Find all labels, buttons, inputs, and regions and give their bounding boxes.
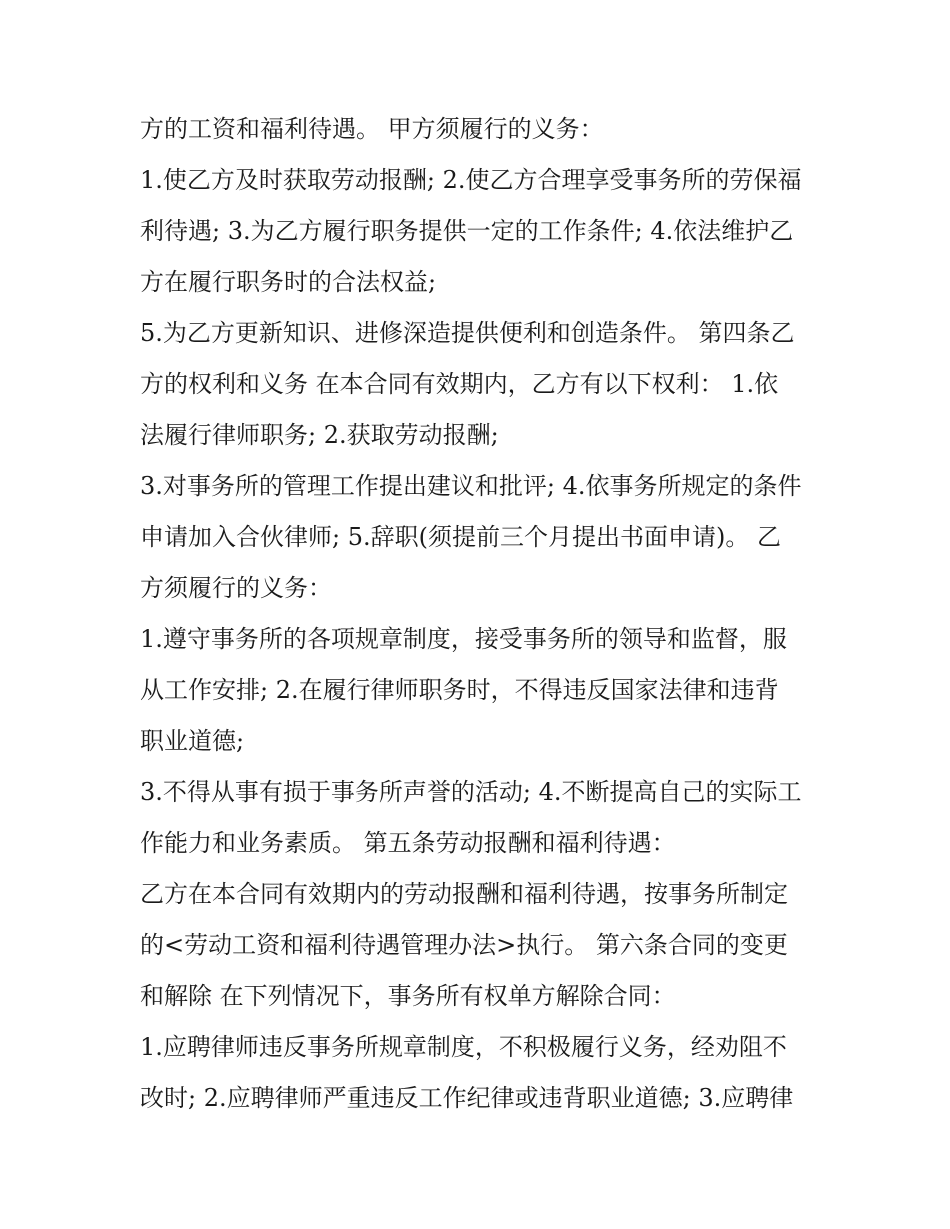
- text-line: 方在履行职务时的合法权益;: [140, 268, 437, 296]
- text-line: 改时; 2.应聘律师严重违反工作纪律或违背职业道德; 3.应聘律: [140, 1084, 794, 1112]
- text-line: 1.应聘律师违反事务所规章制度，不积极履行义务，经劝阻不: [140, 1033, 787, 1061]
- text-line: 1.遵守事务所的各项规章制度，接受事务所的领导和监督，服: [140, 625, 787, 653]
- text-line: 方的权利和义务 在本合同有效期内，乙方有以下权利： 1.依: [140, 370, 779, 398]
- text-line: 职业道德;: [140, 727, 245, 755]
- text-line: 的<劳动工资和福利待遇管理办法>执行。 第六条合同的变更: [140, 931, 788, 959]
- text-line: 5.为乙方更新知识、进修深造提供便利和创造条件。 第四条乙: [140, 319, 795, 347]
- text-line: 法履行律师职务; 2.获取劳动报酬;: [140, 421, 499, 449]
- text-line: 3.不得从事有损于事务所声誉的活动; 4.不断提高自己的实际工: [140, 778, 802, 806]
- text-line: 方须履行的义务：: [140, 574, 332, 602]
- text-line: 1.使乙方及时获取劳动报酬; 2.使乙方合理享受事务所的劳保福: [140, 166, 802, 194]
- text-line: 方的工资和福利待遇。 甲方须履行的义务：: [140, 115, 604, 143]
- text-line: 3.对事务所的管理工作提出建议和批评; 4.依事务所规定的条件: [140, 472, 802, 500]
- text-line: 乙方在本合同有效期内的劳动报酬和福利待遇，按事务所制定: [140, 880, 788, 908]
- document-body: [140, 104, 820, 1124]
- text-line: 和解除 在下列情况下，事务所有权单方解除合同：: [140, 982, 676, 1010]
- text-line: 从工作安排; 2.在履行律师职务时，不得违反国家法律和违背: [140, 676, 779, 704]
- text-line: 利待遇; 3.为乙方履行职务提供一定的工作条件; 4.依法维护乙: [140, 217, 794, 245]
- text-line: 申请加入合伙律师; 5.辞职(须提前三个月提出书面申请)。 乙: [140, 523, 781, 551]
- text-line: 作能力和业务素质。 第五条劳动报酬和福利待遇：: [140, 829, 676, 857]
